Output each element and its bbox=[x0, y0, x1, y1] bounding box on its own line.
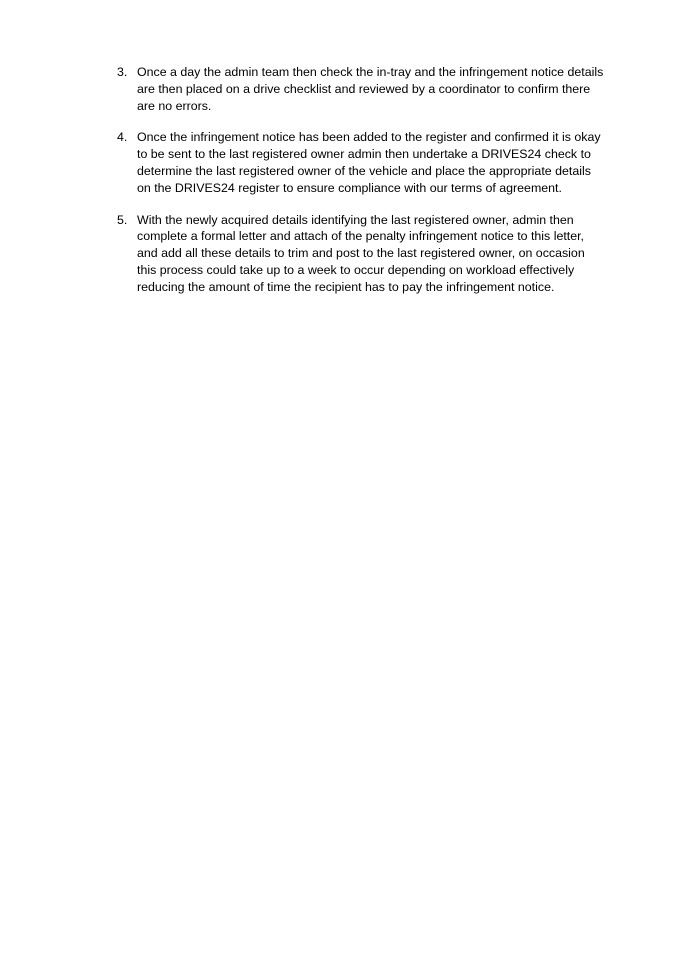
list-item-text bbox=[137, 212, 617, 296]
numbered-list bbox=[117, 64, 617, 311]
list-item-text bbox=[137, 129, 617, 196]
text-line: complete a formal letter and attach of the penalty infringement notice to this letter, bbox=[137, 229, 585, 244]
text-line: are then placed on a drive checklist and reviewed by a coordinator to confirm there bbox=[137, 81, 591, 96]
text-line: Once the infringement notice has been added to the register and confirmed it is okay bbox=[137, 130, 601, 145]
text-line: this process could take up to a week to occur depending on workload effectively bbox=[137, 262, 575, 277]
text-line: With the newly acquired details identifying the last registered owner, admin then bbox=[137, 212, 574, 227]
text-line: are no errors. bbox=[137, 98, 212, 113]
text-line: and add all these details to trim and post to the last registered owner, on occasion bbox=[137, 246, 585, 261]
text-line: determine the last registered owner of the vehicle and place the appropriate details bbox=[137, 163, 591, 178]
list-number: 3. bbox=[117, 65, 128, 79]
list-item-3 bbox=[117, 64, 617, 114]
list-item-text bbox=[137, 64, 617, 114]
text-line: on the DRIVES24 register to ensure compliance with our terms of agreement. bbox=[137, 180, 562, 195]
list-number: 4. bbox=[117, 130, 128, 145]
text-line: to be sent to the last registered owner admin then undertake a DRIVES24 check to bbox=[137, 147, 591, 162]
list-number: 5. bbox=[117, 212, 128, 227]
text-line: reducing the amount of time the recipient has to pay the infringement notice. bbox=[137, 279, 555, 294]
text-line: Once a day the admin team then check the in-tray and the infringement notice details bbox=[137, 65, 604, 79]
list-item-4 bbox=[117, 129, 617, 196]
list-item-5 bbox=[117, 212, 617, 296]
